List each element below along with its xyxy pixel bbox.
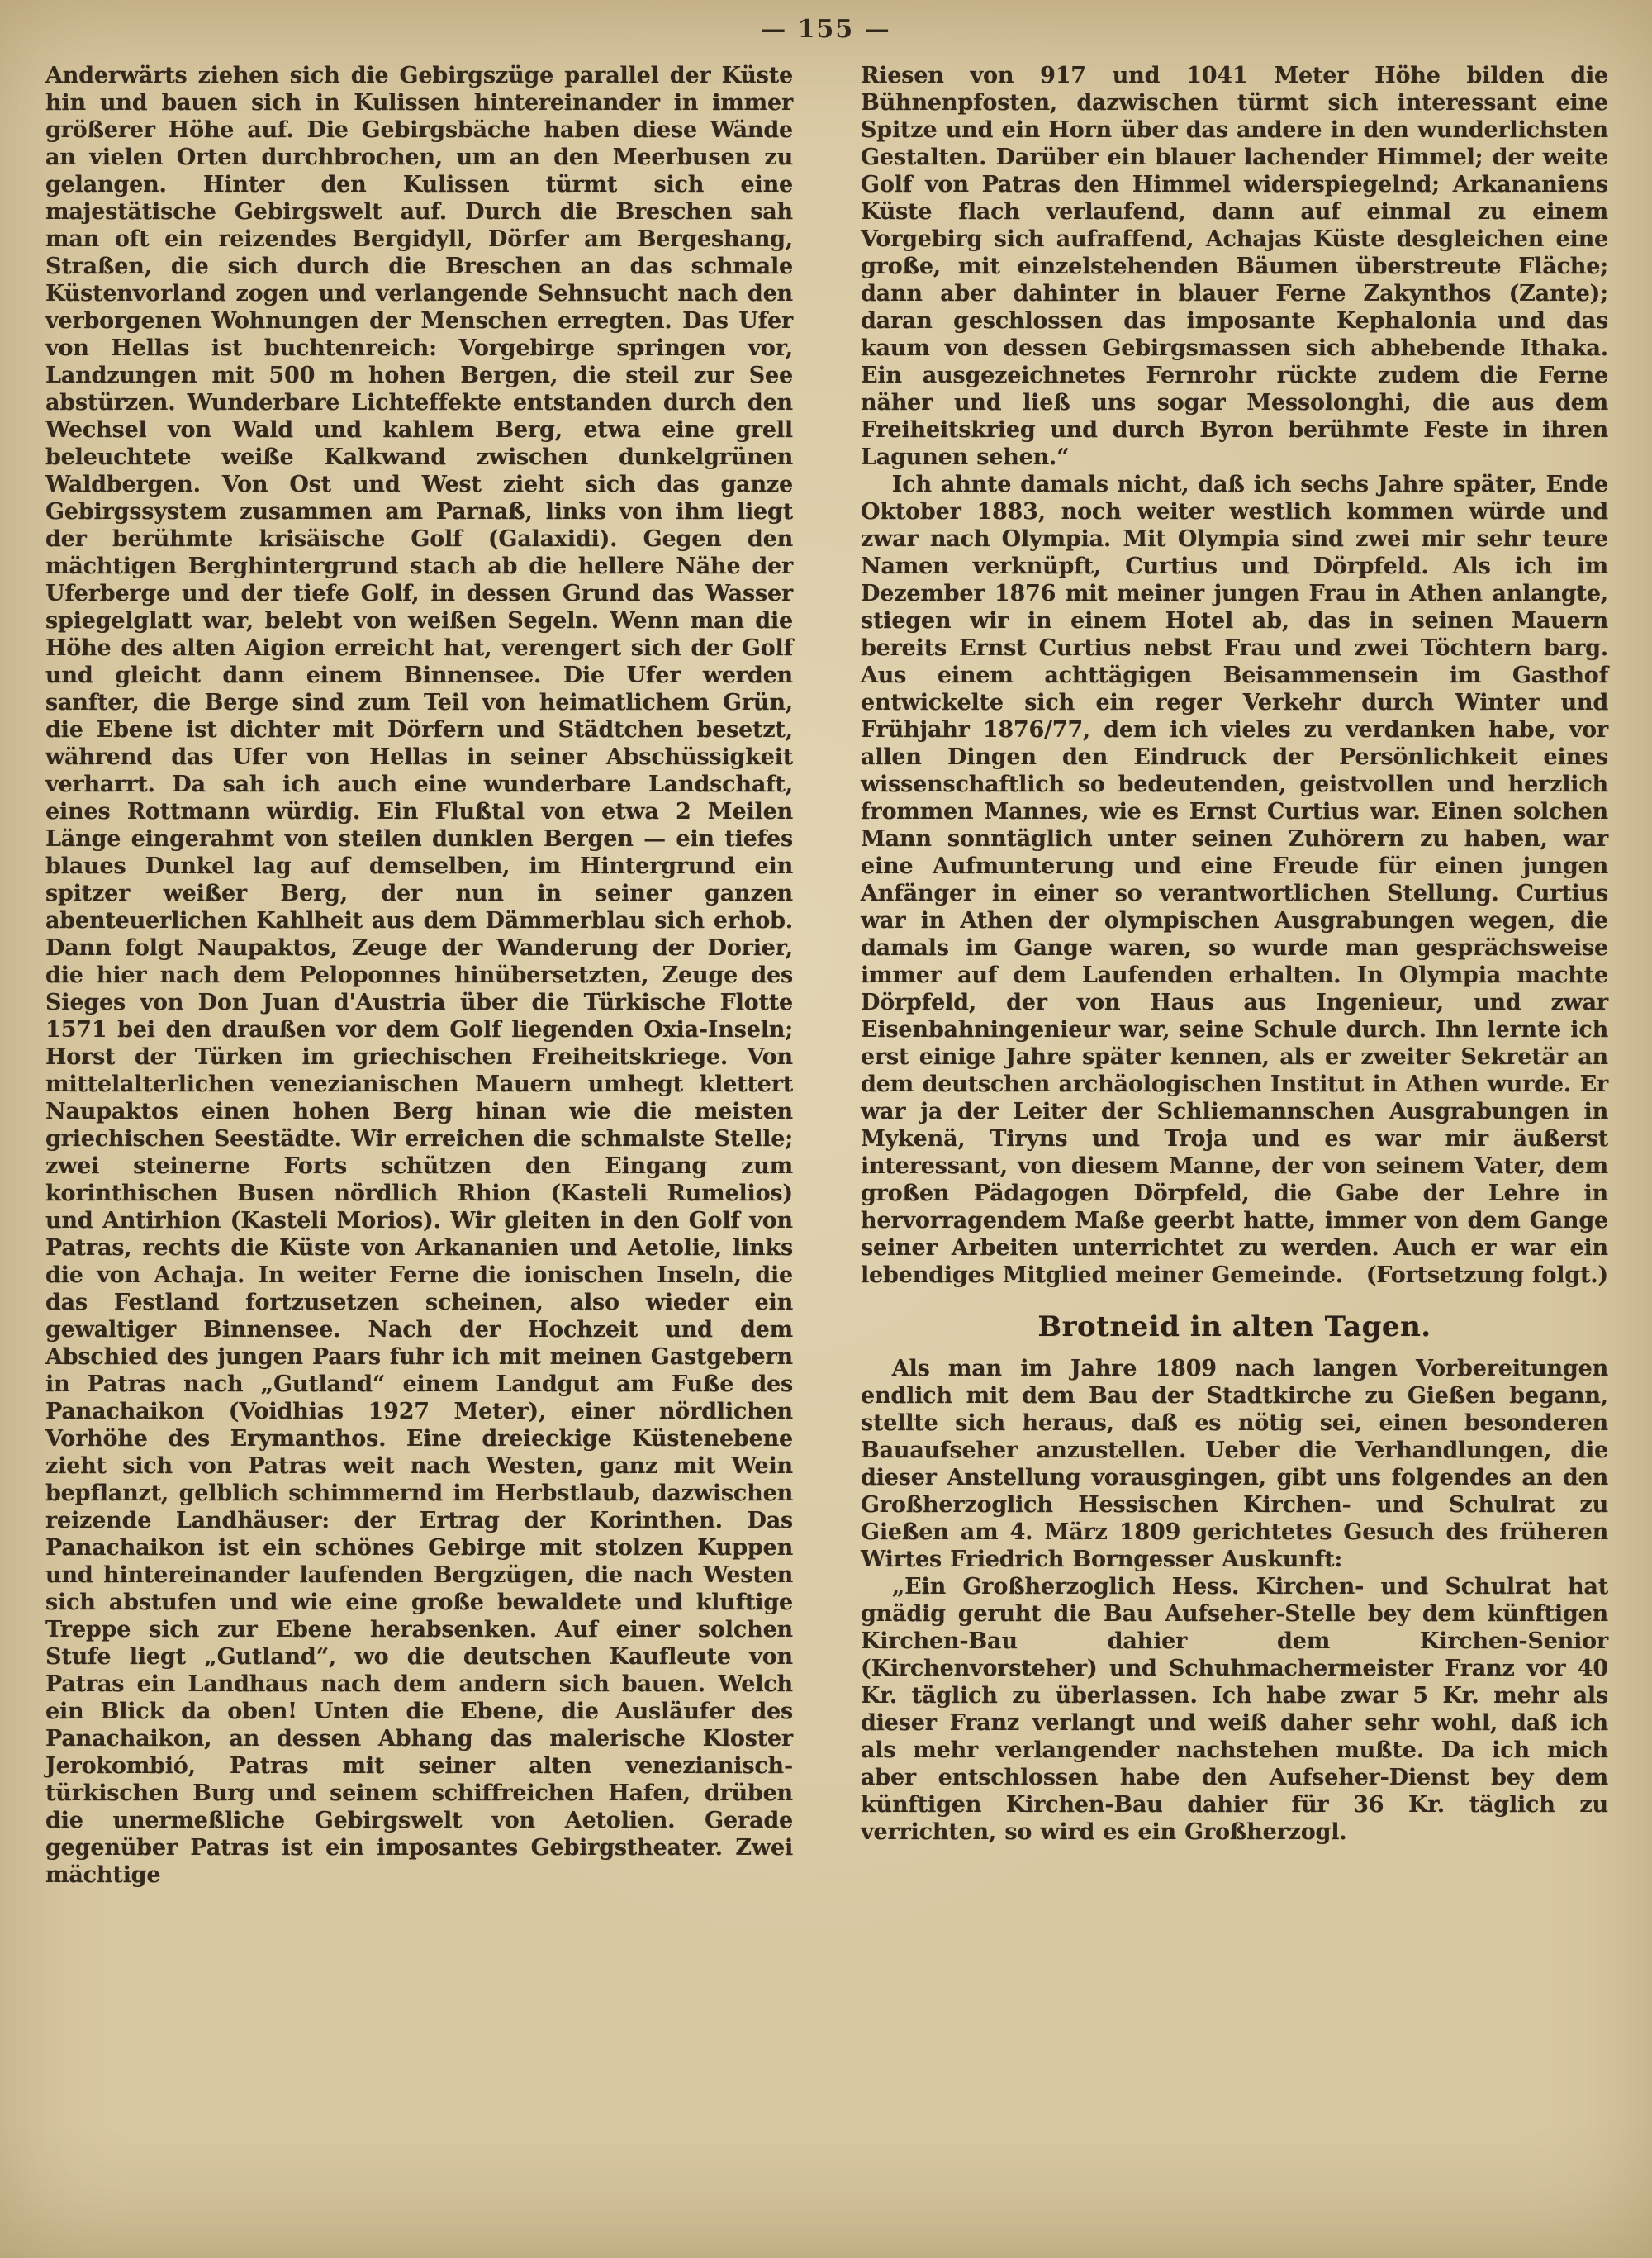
article2-paragraph-2: „Ein Großherzoglich Hess. Kirchen- und Schulrat hat gnädig geruht die Bau Aufseher-Stelle bey dem künftigen Kirchen-Bau dahier dem Kirchen-Senior (Kirchenvorsteher) und Schuhmachermeister Franz vor 40 Kr. täglich zu überlassen. Ich habe zwar 5 Kr. mehr als dieser Franz verlangt und weiß daher sehr wohl, daß ich als mehr verlangender nachstehen mußte. Da ich mich aber entschlossen habe den Aufseher-Dienst bey dem künftigen Kirchen-Bau dahier für 36 Kr. täglich zu verrichten, so wird es ein Großherzogl. <box>861 1574 1608 1845</box>
right-column <box>861 62 1608 1889</box>
article1-right-paragraph-2 <box>861 471 1608 1289</box>
continuation-note: (Fortsetzung folgt.) <box>1365 1262 1608 1288</box>
text-columns <box>0 44 1652 1889</box>
page-number: — 155 — <box>761 15 891 44</box>
left-column <box>45 62 793 1889</box>
article2-paragraph-1: Als man im Jahre 1809 nach langen Vorbereitungen endlich mit dem Bau der Stadtkirche zu Gießen begann, stellte sich heraus, daß es nötig sei, einen besonderen Bauaufseher anzustellen. Ueber die Verhandlungen, die dieser Anstellung vorausgingen, gibt uns folgendes an den Großherzoglich Hessischen Kirchen- und Schulrat zu Gießen am 4. März 1809 gerichtetes Gesuch des früheren Wirtes Friedrich Borngesser Auskunft: <box>861 1356 1608 1572</box>
article1-left-column-text: Anderwärts ziehen sich die Gebirgszüge parallel der Küste hin und bauen sich in Kulissen hintereinander in immer größerer Höhe auf. Die Gebirgsbäche haben diese Wände an vielen Orten durchbrochen, um an den Meerbusen zu gelangen. Hinter den Kulissen türmt sich eine majestätische Gebirgswelt auf. Durch die Breschen sah man oft ein reizendes Bergidyll, Dörfer am Bergeshang, Straßen, die sich durch die Breschen an das schmale Küstenvorland zogen und verlangende Sehnsucht nach den verborgenen Wohnungen der Menschen erregten. Das Ufer von Hellas ist buchtenreich: Vorgebirge springen vor, Landzungen mit 500 m hohen Bergen, die steil zur See abstürzen. Wunderbare Lichteffekte entstanden durch den Wechsel von Wald und kahlem Berg, etwa eine grell beleuchtete weiße Kalkwand zwischen dunkelgrünen Waldbergen. Von Ost und West zieht sich das ganze Gebirgssystem zusammen am Parnaß, links von ihm liegt der berühmte krisäische Golf (Galaxidi). Gegen den mächtigen Berghintergrund stach ab die hellere Nähe der Uferberge und der tiefe Golf, in dessen Grund das Wasser spiegelglatt war, belebt von weißen Segeln. Wenn man die Höhe des alten Aigion erreicht hat, verengert sich der Golf und gleicht dann einem Binnensee. Die Ufer werden sanfter, die Berge sind zum Teil von heimatlichem Grün, die Ebene ist dichter mit Dörfern und Städtchen besetzt, während das Ufer von Hellas in seiner Abschüssigkeit verharrt. Da sah ich auch eine wunderbare Landschaft, eines Rottmann würdig. Ein Flußtal von etwa 2 Meilen Länge eingerahmt von steilen dunklen Bergen — ein tiefes blaues Dunkel lag auf demselben, im Hintergrund ein spitzer weißer Berg, der nun in seiner ganzen abenteuerlichen Kahlheit aus dem Dämmerblau sich erhob. Dann folgt Naupaktos, Zeuge der Wanderung der Dorier, die hier nach dem Peloponnes hinübersetzten, Zeuge des Sieges von Don Juan d'Austria über die Türkische Flotte 1571 bei den draußen vor dem Golf liegenden Oxia-Inseln; Horst der Türken im griechischen Freiheitskriege. Von mittelalterlichen venezianischen Mauern umhegt klettert Naupaktos einen hohen Berg hinan wie die meisten griechischen Seestädte. Wir erreichen die schmalste Stelle; zwei steinerne Forts schützen den Eingang zum korinthischen Busen nördlich Rhion (Kasteli Rumelios) und Antirhion (Kasteli Morios). Wir gleiten in den Golf von Patras, rechts die Küste von Arkananien und Aetolie, links die von Achaja. In weiter Ferne die ionischen Inseln, die das Festland fortzusetzen scheinen, also wieder ein gewaltiger Binnensee. Nach der Hochzeit und dem Abschied des jungen Paars fuhr ich mit meinen Gastgebern in Patras nach „Gutland“ einem Landgut am Fuße des Panachaikon (Voidhias 1927 Meter), einer nördlichen Vorhöhe des Erymanthos. Eine dreieckige Küstenebene zieht sich von Patras weit nach Westen, ganz mit Wein bepflanzt, gelblich schimmernd im Herbstlaub, dazwischen reizende Landhäuser: der Ertrag der Korinthen. Das Panachaikon ist ein schönes Gebirge mit stolzen Kuppen und hintereinander laufenden Bergzügen, die nach Westen sich abstufen und wie eine große bewaldete und kluftige Treppe sich zur Ebene herabsenken. Auf einer solchen Stufe liegt „Gutland“, wo die deutschen Kaufleute von Patras ein Landhaus nach dem andern sich bauen. Welch ein Blick da oben! Unten die Ebene, die Ausläufer des Panachaikon, an dessen Abhang das malerische Kloster Jerokombió, Patras mit seiner alten venezianisch-türkischen Burg und seinem schiffreichen Hafen, drüben die unermeßliche Gebirgswelt von Aetolien. Gerade gegenüber Patras ist ein imposantes Gebirgstheater. Zwei mächtige <box>45 63 793 1888</box>
article2-title: Brotneid in alten Tagen. <box>1037 1310 1431 1343</box>
article1-right-paragraph-2-text: Ich ahnte damals nicht, daß ich sechs Jahre später, Ende Oktober 1883, noch weiter westlich kommen würde und zwar nach Olympia. Mit Olympia sind zwei mir sehr teure Namen verknüpft, Curtius und Dörpfeld. Als ich im Dezember 1876 mit meiner jungen Frau in Athen anlangte, stiegen wir in einem Hotel ab, das in seinen Mauern bereits Ernst Curtius nebst Frau und zwei Töchtern barg. Aus einem achttägigen Beisammensein im Gasthof entwickelte sich ein reger Verkehr durch Winter und Frühjahr 1876/77, dem ich vieles zu verdanken habe, vor allen Dingen den Eindruck der Persönlichkeit eines wissenschaftlich so bedeutenden, geistvollen und herzlich frommen Mannes, wie es Ernst Curtius war. Einen solchen Mann sonntäglich unter seinen Zuhörern zu haben, war eine Aufmunterung und eine Freude für einen jungen Anfänger in einer so verantwortlichen Stellung. Curtius war in Athen der olympischen Ausgrabungen wegen, die damals im Gange waren, so wurde man gesprächsweise immer auf dem Laufenden erhalten. In Olympia machte Dörpfeld, der von Haus aus Ingenieur, und zwar Eisenbahningenieur war, seine Schule durch. Ihn lernte ich erst einige Jahre später kennen, als er zweiter Sekretär an dem deutschen archäologischen Institut in Athen wurde. Er war ja der Leiter der Schliemannschen Ausgrabungen in Mykenä, Tiryns und Troja und es war mir äußerst interessant, von diesem Manne, der von seinem Vater, dem großen Pädagogen Dörpfeld, die Gabe der Lehre in hervorragendem Maße geerbt hatte, immer von dem Gange seiner Arbeiten unterrichtet zu werden. Auch er war ein lebendiges Mitglied meiner Gemeinde. <box>861 472 1608 1288</box>
article1-right-paragraph-1: Riesen von 917 und 1041 Meter Höhe bilden die Bühnenpfosten, dazwischen türmt sich interessant eine Spitze und ein Horn über das andere in den wunderlichsten Gestalten. Darüber ein blauer lachender Himmel; der weite Golf von Patras den Himmel widerspiegelnd; Arkananiens Küste flach verlaufend, dann auf einmal zu einem Vorgebirg sich aufraffend, Achajas Küste desgleichen eine große, mit einzelstehenden Bäumen überstreute Fläche; dann aber dahinter in blauer Ferne Zakynthos (Zante); daran geschlossen das imposante Kephalonia und das kaum von dessen Gebirgsmassen sich abhebende Ithaka. Ein ausgezeichnetes Fernrohr rückte zudem die Ferne näher und ließ uns sogar Messolonghi, die aus dem Freiheitskrieg und durch Byron berühmte Feste in ihren Lagunen sehen.“ <box>861 63 1608 470</box>
